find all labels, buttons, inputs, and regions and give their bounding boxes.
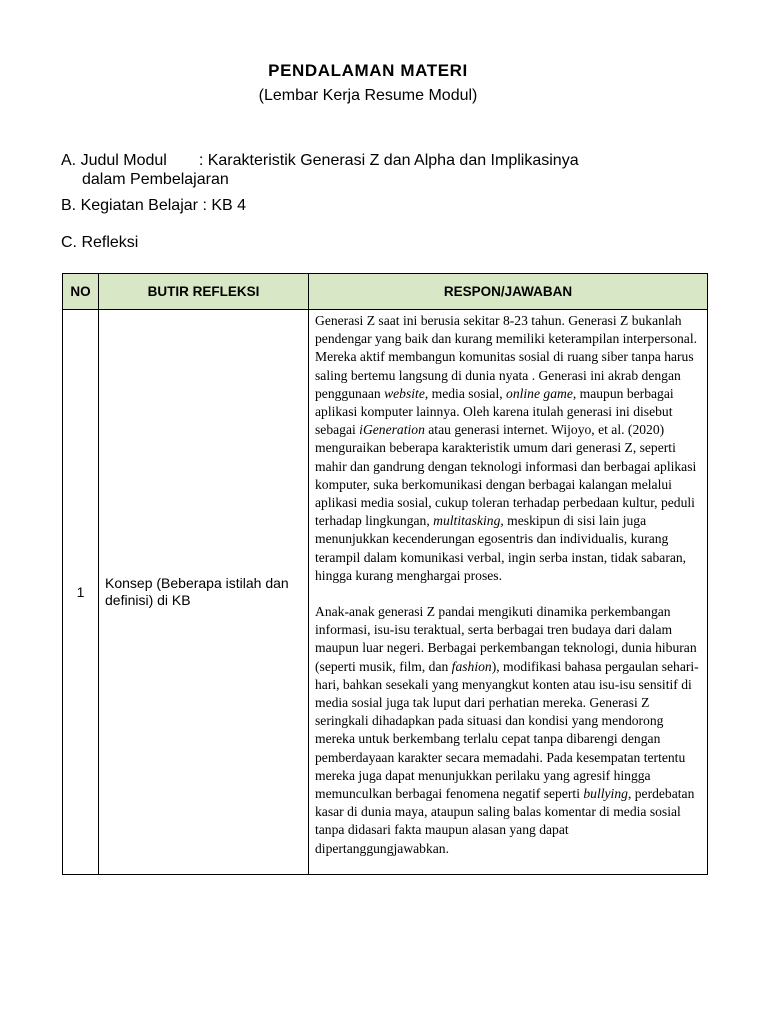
page-subtitle: (Lembar Kerja Resume Modul) [258,87,478,104]
row-item: Konsep (Beberapa istilah dan definisi) di KB [99,310,309,875]
learning-activity-row [61,196,246,215]
row-response [309,310,708,875]
header-no: NO [63,274,99,310]
module-title-row [61,151,579,170]
module-title-value: : Karakteristik Generasi Z dan Alpha dan Implikasinya [198,152,579,169]
page-title: PENDALAMAN MATERI [268,61,468,80]
reflection-table [62,273,708,875]
module-title-continuation: dalam Pembelajaran [82,171,229,188]
module-title-label: A. Judul Modul [61,152,167,169]
response-paragraph-2: Anak-anak generasi Z pandai mengikuti dinamika perkembangan informasi, isu-isu teraktual, serta berbagai tren budaya dari dalam maupun luar negeri. Berbagai perkembangan teknologi, dunia hiburan (seperti musik, film, dan fashion), modifikasi bahasa pergaulan sehari-hari, bahkan sesekali yang menyangkut konten atau isu-isu sensitif di media sosial juga tak luput dari perhatian mereka. Generasi Z seringkali dihadapkan pada situasi dan kondisi yang mendorong mereka untuk berkembang terlalu cepat tanpa dibarengi dengan pemberdayaan karakter secara memadahi. Pada kesempatan tertentu mereka juga dapat menunjukkan perilaku yang agresif hingga memunculkan berbagai fenomena negatif seperti bullying, perdebatan kasar di dunia maya, ataupun saling balas komentar di media sosial tanpa didasari fakta maupun alasan yang dapat dipertanggungjawabkan. [315,604,699,856]
learning-activity-label: B. Kegiatan Belajar [61,197,198,214]
header-item: BUTIR REFLEKSI [99,274,309,310]
response-paragraph-1: Generasi Z saat ini berusia sekitar 8-23 tahun. Generasi Z bukanlah pendengar yang baik dan kurang memiliki keterampilan interpersonal. Mereka aktif membangun komunitas sosial di ruang siber tanpa harus saling bertemu langsung di dunia nyata . Generasi ini akrab dengan penggunaan website, media sosial, online game, maupun berbagai aplikasi komputer lainnya. Oleh karena itulah generasi ini disebut sebagai iGeneration atau generasi internet. Wijoyo, et al. (2020) menguraikan beberapa karakteristik umum dari generasi Z, seperti mahir dan gandrung dengan teknologi informasi dan berbagai aplikasi komputer, suka berkomunikasi dengan berbagai kalangan melalui aplikasi media sosial, cukup toleran terhadap perbedaan kultur, peduli terhadap lingkungan, multitasking, meskipun di sisi lain juga menunjukkan kecenderungan egosentris dan individualis, kurang terampil dalam komunikasi verbal, ingin serba instan, tidak sabaran, hingga kurang menghargai proses. [315,313,698,583]
header-response: RESPON/JAWABAN [309,274,708,310]
table-header-row [63,274,708,310]
table-row [63,310,708,875]
learning-activity-value: : KB 4 [202,197,247,214]
row-number: 1 [63,310,99,875]
reflection-heading: C. Refleksi [61,234,139,251]
